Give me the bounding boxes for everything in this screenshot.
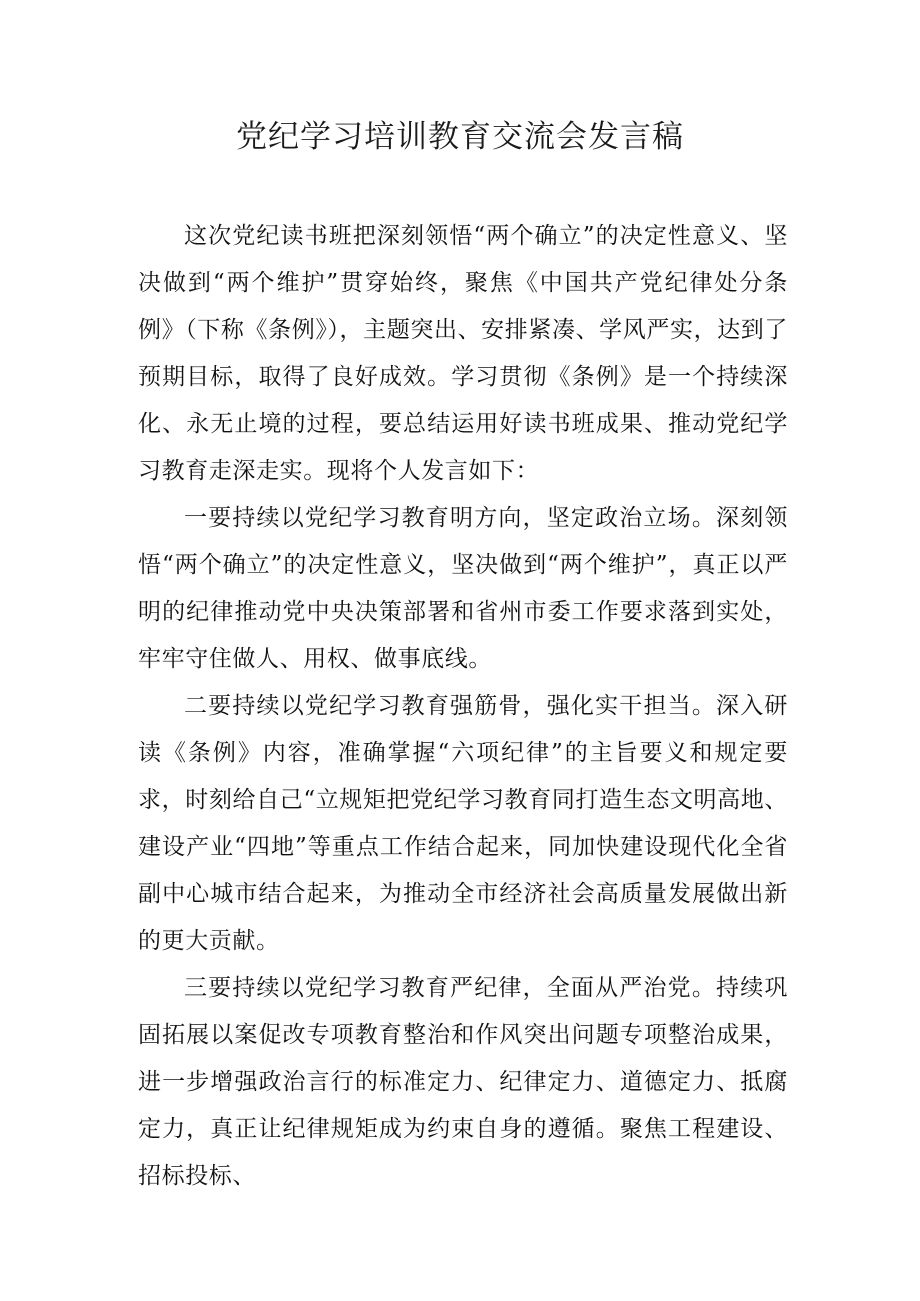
paragraph-point-three: 三要持续以党纪学习教育严纪律，全面从严治党。持续巩固拓展以案促改专项教育整治和作风突出问题专项整治成果，进一步增强政治言行的标准定力、纪律定力、道德定力、抵腐定力，真正让纪律规矩成为约束自身的遵循。聚焦工程建设、招标投标、 — [138, 975, 788, 1189]
document-body — [138, 213, 788, 1200]
paragraph-point-one: 一要持续以党纪学习教育明方向，坚定政治立场。深刻领悟“两个确立”的决定性意义，坚决做到“两个维护”，真正以严明的纪律推动党中央决策部署和省州市委工作要求落到实处，牢牢守住做人、用权、做事底线。 — [138, 505, 788, 672]
paragraph-intro: 这次党纪读书班把深刻领悟“两个确立”的决定性意义、坚决做到“两个维护”贯穿始终，聚焦《中国共产党纪律处分条例》（下称《条例》），主题突出、安排紧凑、学风严实，达到了预期目标，取得了良好成效。学习贯彻《条例》是一个持续深化、永无止境的过程，要总结运用好读书班成果、推动党纪学习教育走深走实。现将个人发言如下： — [138, 223, 788, 484]
paragraph-point-two: 二要持续以党纪学习教育强筋骨，强化实干担当。深入研读《条例》内容，准确掌握“六项纪律”的主旨要义和规定要求，时刻给自己“立规矩把党纪学习教育同打造生态文明高地、建设产业“四地”等重点工作结合起来，同加快建设现代化全省副中心城市结合起来，为推动全市经济社会高质量发展做出新的更大贡献。 — [138, 693, 788, 954]
document-title: 党纪学习培训教育交流会发言稿 — [236, 119, 684, 155]
